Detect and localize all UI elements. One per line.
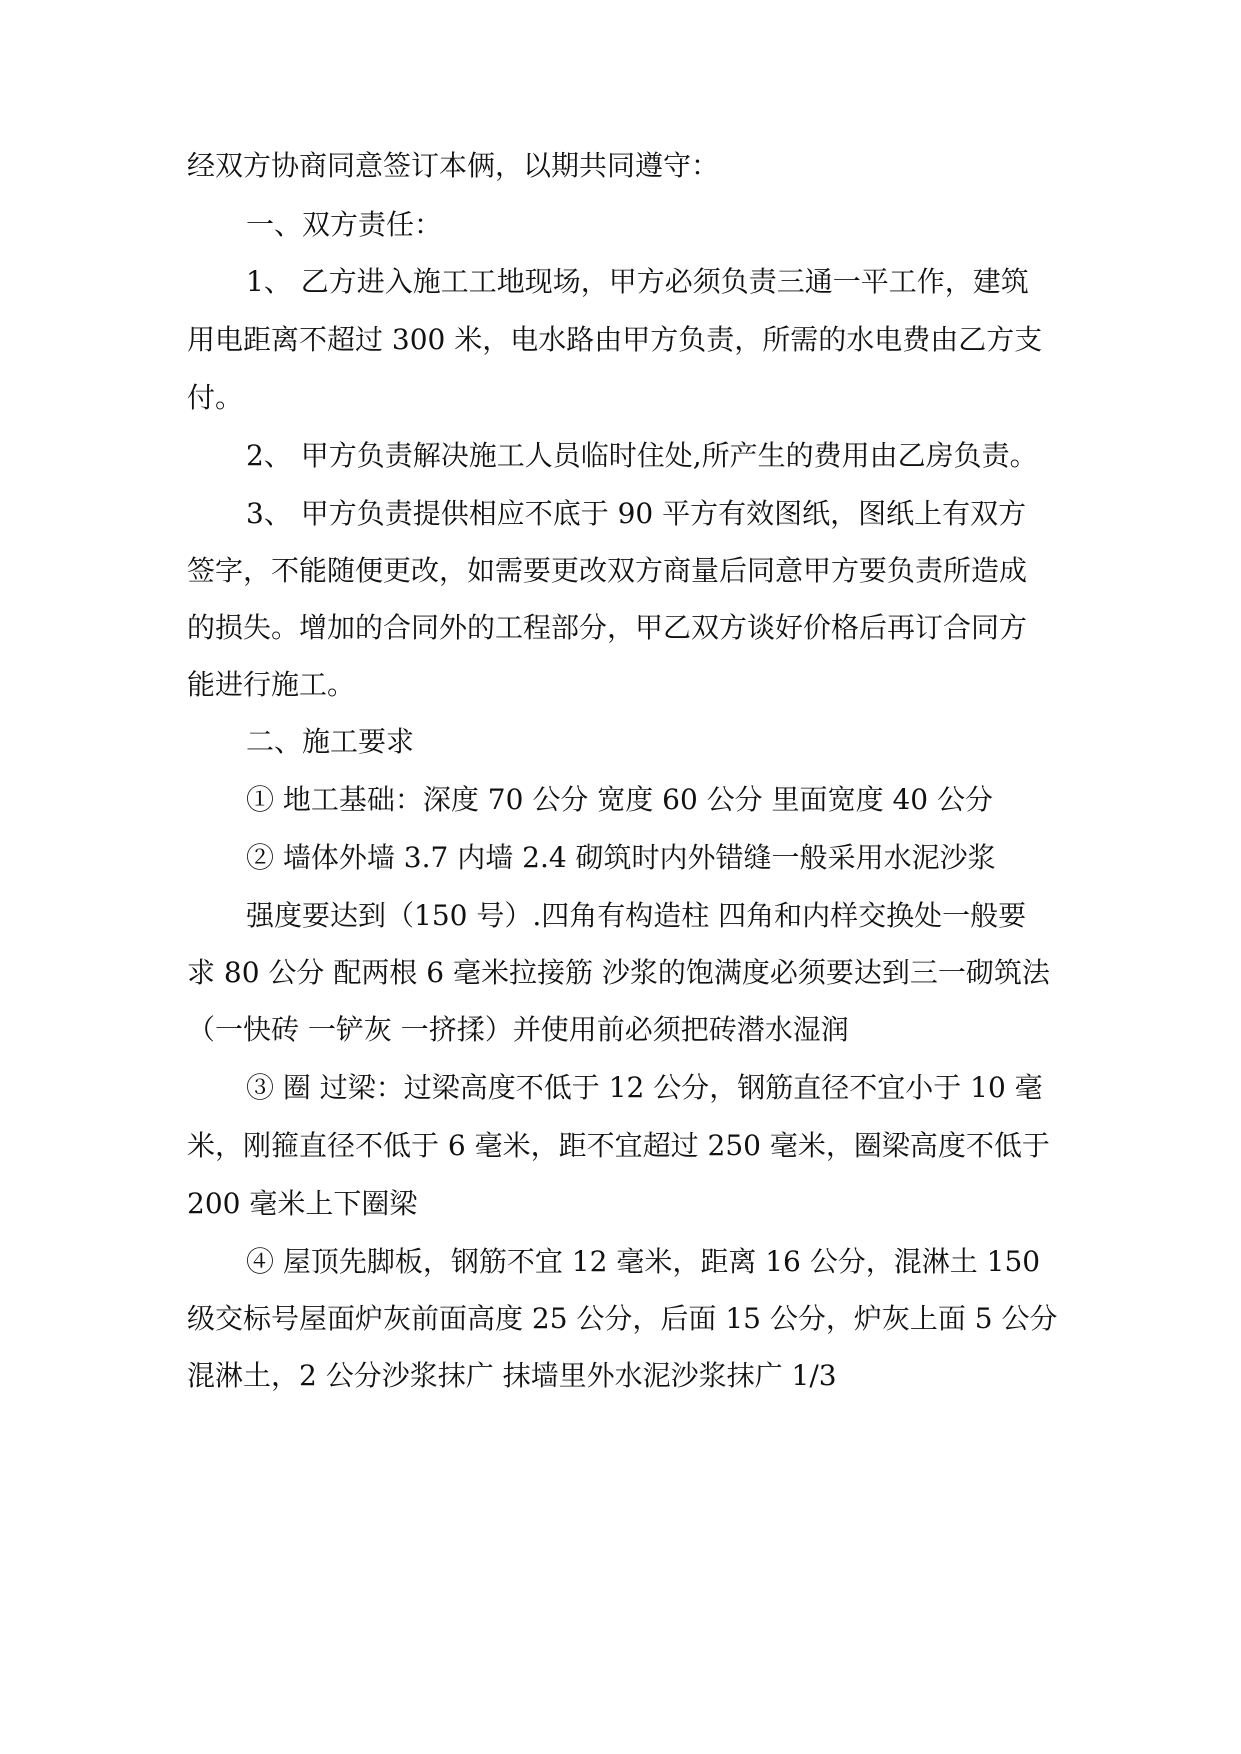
requirement-3-line-3: 200 毫米上下圈梁	[187, 1187, 418, 1220]
paragraph-intro-line: 经双方协商同意签订本俩，以期共同遵守：	[187, 149, 720, 182]
clause-3-line-4: 能进行施工。	[187, 668, 356, 701]
clause-1-line-2: 用电距离不超过 300 米，电水路由甲方负责，所需的水电费由乙方支	[187, 323, 1043, 356]
clause-3-line-1: 3、 甲方负责提供相应不底于 90 平方有效图纸，图纸上有双方	[246, 497, 1027, 530]
clause-3-line-3: 的损失。增加的合同外的工程部分，甲乙双方谈好价格后再订合同方	[187, 611, 1028, 644]
requirement-1-line-1: ① 地工基础：深度 70 公分 宽度 60 公分 里面宽度 40 公分	[246, 783, 993, 816]
requirement-2-line-1: ② 墙体外墙 3.7 内墙 2.4 砌筑时内外错缝一般采用水泥沙浆	[246, 841, 996, 874]
requirement-2-line-2: 强度要达到（150 号）.四角有构造柱 四角和内样交换处一般要	[246, 899, 1027, 932]
requirement-2-line-4: （一快砖 一铲灰 一挤揉）并使用前必须把砖潜水湿润	[187, 1013, 849, 1046]
clause-1-line-1: 1、 乙方进入施工工地现场，甲方必须负责三通一平工作，建筑	[246, 265, 1029, 298]
section-heading-responsibilities: 一、双方责任：	[246, 208, 443, 241]
section-heading-construction-requirements: 二、施工要求	[246, 725, 415, 758]
requirement-4-line-2: 级交标号屋面炉灰前面高度 25 公分，后面 15 公分，炉灰上面 5 公分	[187, 1302, 1058, 1335]
clause-2-line-1: 2、 甲方负责解决施工人员临时住处,所产生的费用由乙房负责。	[246, 439, 1038, 472]
requirement-3-line-2: 米，刚箍直径不低于 6 毫米，距不宜超过 250 毫米，圈梁高度不低于	[187, 1129, 1050, 1162]
requirement-2-line-3: 求 80 公分 配两根 6 毫米拉接筋 沙浆的饱满度必须要达到三一砌筑法	[187, 956, 1050, 989]
requirement-4-line-3: 混淋土，2 公分沙浆抹广 抹墙里外水泥沙浆抹广 1/3	[187, 1359, 837, 1392]
clause-3-line-2: 签字，不能随便更改，如需要更改双方商量后同意甲方要负责所造成	[187, 554, 1028, 587]
requirement-4-line-1: ④ 屋顶先脚板，钢筋不宜 12 毫米，距离 16 公分，混淋土 150	[246, 1245, 1041, 1278]
clause-1-line-3: 付。	[187, 381, 244, 414]
requirement-3-line-1: ③ 圈 过梁：过梁高度不低于 12 公分，钢筋直径不宜小于 10 毫	[246, 1071, 1043, 1104]
